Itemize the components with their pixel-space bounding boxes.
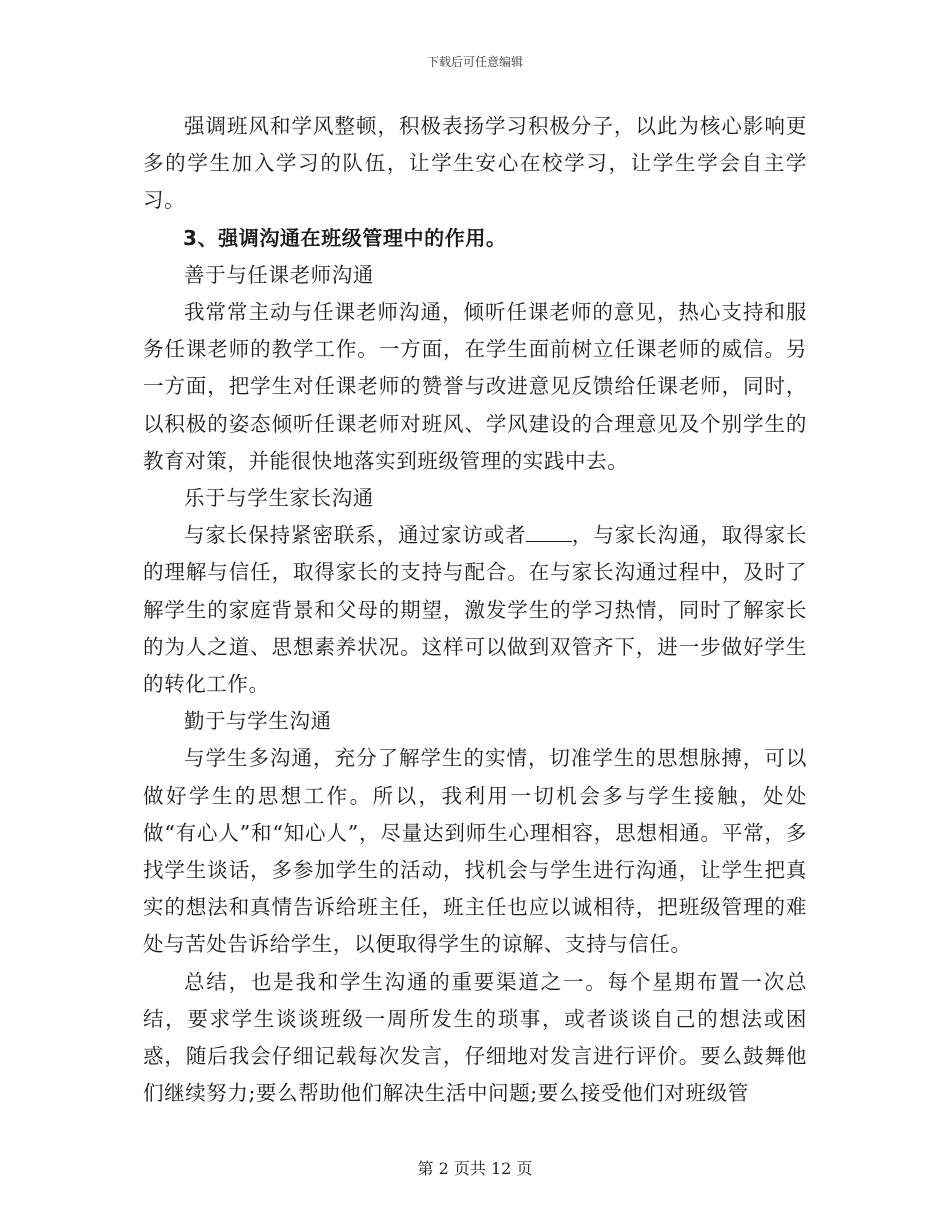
fill-in-blank: [526, 523, 571, 542]
section-heading-communication: 3、强调沟通在班级管理中的作用。: [183, 225, 507, 250]
paragraph-teachers: 我常常主动与任课老师沟通，倾听任课老师的意见，热心支持和服务任课老师的教学工作。一方面，在学生面前树立任课老师的威信。另一方面，把学生对任课老师的赞誉与改进意见反馈给任课老师，同时，以积极的姿态倾听任课老师对班风、学风建设的合理意见及个别学生的教育对策，并能很快地落实到班级管理的实践中去。: [143, 300, 807, 473]
page-header: 下载后可任意编辑: [426, 55, 523, 69]
subheading-teachers: 善于与任课老师沟通: [184, 262, 374, 287]
subheading-students: 勤于与学生沟通: [184, 709, 332, 734]
paragraph-students: 与学生多沟通，充分了解学生的实情，切准学生的思想脉搏，可以做好学生的思想工作。所以，我利用一切机会多与学生接触，处处做“有心人”和“知心人”，尽量达到师生心理相容，思想相通。平常，多找学生谈话，多参加学生的活动，找机会与学生进行沟通，让学生把真实的想法和真情告诉给班主任，班主任也应以诚相待，把班级管理的难处与苦处告诉给学生，以便取得学生的谅解、支持与信任。: [143, 746, 807, 957]
paragraph-class-discipline: 强调班风和学风整顿，积极表扬学习积极分子，以此为核心影响更多的学生加入学习的队伍，让学生安心在校学习，让学生学会自主学习。: [143, 114, 807, 213]
page-footer: 第 2 页共 12 页: [417, 1159, 533, 1178]
paragraph-summary: 总结，也是我和学生沟通的重要渠道之一。每个星期布置一次总结，要求学生谈谈班级一周所发生的琐事，或者谈谈自己的想法或困惑，随后我会仔细记载每次发言，仔细地对发言进行评价。要么鼓舞他们继续努力;要么帮助他们解决生活中问题;要么接受他们对班级管: [143, 969, 807, 1106]
paragraph-parents-part1: 与家长保持紧密联系，通过家访或者: [184, 523, 527, 548]
paragraph-parents-part2: ，与家长沟通，取得家长的理解与信任，取得家长的支持与配合。在与家长沟通过程中，及时了解学生的家庭背景和父母的期望，激发学生的学习热情，同时了解家长的为人之道、思想素养状况。这样可以做到双管齐下，进一步做好学生的转化工作。: [143, 523, 807, 697]
document-body: [143, 108, 807, 1112]
subheading-parents: 乐于与学生家长沟通: [184, 486, 374, 511]
paragraph-parents: [143, 517, 807, 703]
